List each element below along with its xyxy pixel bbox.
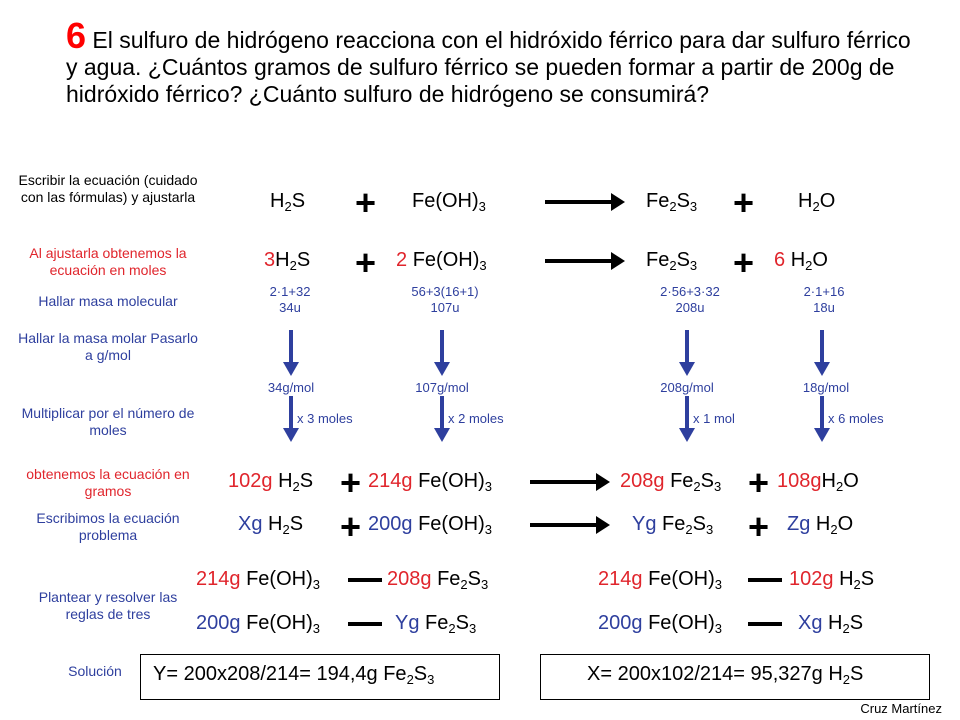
- formula-h2s: $H_2S$: [270, 190, 306, 214]
- down-arrow-icon: [440, 330, 444, 364]
- plus-sign: +: [748, 506, 770, 547]
- rule-left-bottom-a: 200g $Fe(OH)_3$: [196, 612, 320, 636]
- molar-feoh3: 107g/mol: [415, 380, 469, 395]
- problem-text: El sulfuro de hidrógeno reacciona con el hidróxido férrico para dar sulfuro férrico y agua. ¿Cuántos gramos de sulfuro férrico se pueden formar a partir de 200g de hidróxido férrico? ¿Cuánto sulfuro de hidrógeno se consumirá?: [66, 27, 911, 107]
- mass-feoh3: 56+3(16+1) 107u: [411, 284, 479, 315]
- formula-h2o: $H_2O$: [798, 190, 836, 214]
- rule-dash: [748, 622, 782, 626]
- plus-sign: +: [355, 242, 377, 283]
- down-arrow-icon: [685, 396, 689, 430]
- problem-fe2s3: Yg $Fe_2S_3$: [632, 513, 714, 537]
- reaction-arrow: [530, 480, 598, 484]
- rule-left-bottom-b: Yg $Fe_2S_3$: [395, 612, 477, 636]
- moles-h2s: x 3 moles: [297, 411, 353, 426]
- problem-h2s: Xg $H_2S$: [238, 513, 304, 537]
- reaction-arrow: [530, 523, 598, 527]
- moles-h2o: x 6 moles: [828, 411, 884, 426]
- balanced-h2o: 6 $H_2O$: [774, 249, 828, 273]
- balanced-h2s: $3H_2S$: [264, 249, 311, 273]
- step-problem-equation: Escribimos la ecuación problema: [36, 510, 180, 543]
- step-rules-of-three: Plantear y resolver las reglas de tres: [38, 589, 178, 622]
- down-arrow-icon: [289, 330, 293, 364]
- grams-h2s: 102g $H_2S$: [228, 470, 314, 494]
- down-arrow-icon: [685, 330, 689, 364]
- solution-y-box: Y= 200x208/214= 194,4g $Fe_2S_3$: [140, 654, 500, 700]
- rule-dash: [348, 578, 382, 582]
- down-arrow-icon: [820, 330, 824, 364]
- step-multiply-moles: Multiplicar por el número de moles: [21, 405, 195, 438]
- problem-feoh3: 200g $Fe(OH)_3$: [368, 513, 492, 537]
- moles-feoh3: x 2 moles: [448, 411, 504, 426]
- down-arrow-icon: [820, 396, 824, 430]
- step-equation-moles: Al ajustarla obtenemos la ecuación en moles: [29, 245, 187, 278]
- reaction-arrow: [545, 200, 613, 204]
- down-arrow-icon: [289, 396, 293, 430]
- step-solution: Solución: [68, 663, 122, 679]
- grams-feoh3: 214g $Fe(OH)_3$: [368, 470, 492, 494]
- plus-sign: +: [733, 182, 755, 223]
- molar-h2o: 18g/mol: [802, 380, 850, 395]
- mass-h2o: 2·1+16 18u: [803, 284, 845, 315]
- solution-x-box: X= 200x102/214= 95,327g $H_2S$: [540, 654, 930, 700]
- step-molar-mass: Hallar la masa molar Pasarlo a g/mol: [18, 330, 198, 363]
- rule-right-top-a: 214g $Fe(OH)_3$: [598, 568, 722, 592]
- mass-fe2s3: 2·56+3·32 208u: [660, 284, 720, 315]
- step-molecular-mass: Hallar masa molecular: [38, 293, 178, 309]
- author-credit: Cruz Martínez: [860, 701, 942, 716]
- balanced-feoh3: 2 $Fe(OH)_3$: [396, 249, 487, 273]
- mass-h2s: 2·1+32 34u: [269, 284, 311, 315]
- rule-right-bottom-a: 200g $Fe(OH)_3$: [598, 612, 722, 636]
- rule-right-bottom-b: Xg $H_2S$: [798, 612, 864, 636]
- molar-fe2s3: 208g/mol: [660, 380, 714, 395]
- formula-feoh3: $Fe(OH)_3$: [412, 190, 486, 214]
- plus-sign: +: [733, 242, 755, 283]
- problem-number: 6: [66, 15, 87, 56]
- molar-h2s: 34g/mol: [267, 380, 315, 395]
- rule-dash: [348, 622, 382, 626]
- rule-right-top-b: 102g $H_2S$: [789, 568, 875, 592]
- plus-sign: +: [748, 462, 770, 503]
- rule-dash: [748, 578, 782, 582]
- reaction-arrow: [545, 259, 613, 263]
- rule-left-top-b: 208g $Fe_2S_3$: [387, 568, 489, 592]
- grams-fe2s3: 208g $Fe_2S_3$: [620, 470, 722, 494]
- moles-fe2s3: x 1 mol: [693, 411, 735, 426]
- rule-left-top-a: 214g $Fe(OH)_3$: [196, 568, 320, 592]
- step-equation-grams: obtenemos la ecuación en gramos: [26, 466, 190, 499]
- problem-h2o: Zg $H_2O$: [787, 513, 854, 537]
- plus-sign: +: [340, 506, 362, 547]
- grams-h2o: $108gH_2O$: [777, 470, 859, 494]
- down-arrow-icon: [440, 396, 444, 430]
- problem-statement: [66, 15, 926, 108]
- formula-fe2s3: $Fe_2S_3$: [646, 190, 698, 214]
- step-write-equation: Escribir la ecuación (cuidado con las fórmulas) y ajustarla: [18, 172, 198, 205]
- plus-sign: +: [355, 182, 377, 223]
- plus-sign: +: [340, 462, 362, 503]
- balanced-fe2s3: $Fe_2S_3$: [646, 249, 698, 273]
